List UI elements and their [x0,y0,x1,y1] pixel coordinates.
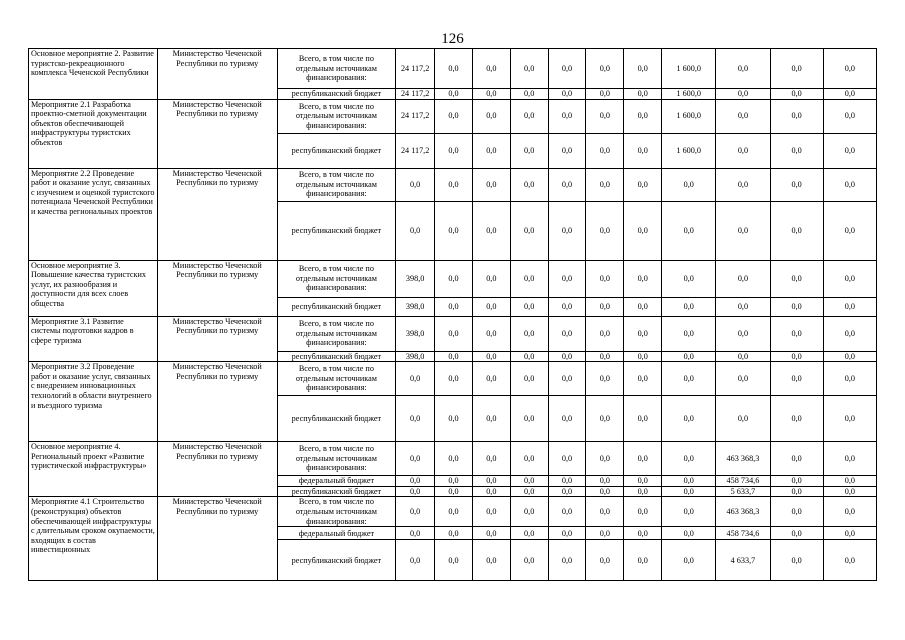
table-row [29,49,877,89]
amount-cell: 0,0 [662,351,716,362]
amount-cell: 0,0 [624,486,662,497]
executor: Министерство Чеченской Республики по туризму [157,260,277,316]
amount-cell: 0,0 [510,89,548,100]
amount-cell: 24 117,2 [396,99,435,133]
amount-cell: 0,0 [823,316,876,351]
amount-cell: 0,0 [435,497,473,527]
amount-cell: 0,0 [548,99,586,133]
amount-cell: 0,0 [770,297,823,316]
amount-cell: 398,0 [396,297,435,316]
amount-cell: 1 600,0 [662,49,716,89]
amount-cell: 0,0 [662,476,716,487]
amount-cell: 458 734,6 [716,527,770,540]
funding-source: Всего, в том числе по отдельным источникам финансирования: [277,497,396,527]
amount-cell: 0,0 [823,442,876,476]
amount-cell: 0,0 [510,297,548,316]
amount-cell: 0,0 [510,351,548,362]
amount-cell: 5 633,7 [716,486,770,497]
amount-cell: 398,0 [396,260,435,297]
amount-cell: 0,0 [472,351,510,362]
amount-cell: 0,0 [823,396,876,442]
amount-cell: 0,0 [472,527,510,540]
amount-cell: 0,0 [472,316,510,351]
amount-cell: 0,0 [548,260,586,297]
amount-cell: 0,0 [396,540,435,581]
amount-cell: 0,0 [586,168,624,201]
amount-cell: 0,0 [435,540,473,581]
amount-cell: 0,0 [716,133,770,168]
amount-cell: 0,0 [624,351,662,362]
amount-cell: 0,0 [510,133,548,168]
amount-cell: 0,0 [435,486,473,497]
amount-cell: 0,0 [624,89,662,100]
activity-name: Мероприятие 3.2 Проведение работ и оказание услуг, связанных с внедрением инновационных технологий в области внутреннего и въездного туризма [29,362,158,442]
executor: Министерство Чеченской Республики по туризму [157,99,277,168]
amount-cell: 0,0 [823,201,876,260]
amount-cell: 0,0 [716,201,770,260]
amount-cell: 0,0 [770,486,823,497]
amount-cell: 0,0 [586,49,624,89]
amount-cell: 0,0 [770,396,823,442]
amount-cell: 0,0 [662,362,716,396]
amount-cell: 0,0 [770,442,823,476]
table-row [29,99,877,133]
table-body [29,49,877,581]
amount-cell: 1 600,0 [662,133,716,168]
amount-cell: 0,0 [435,527,473,540]
funding-source: Всего, в том числе по отдельным источникам финансирования: [277,49,396,89]
amount-cell: 0,0 [662,201,716,260]
amount-cell: 4 633,7 [716,540,770,581]
funding-source: республиканский бюджет [277,133,396,168]
amount-cell: 463 368,3 [716,442,770,476]
amount-cell: 24 117,2 [396,49,435,89]
amount-cell: 0,0 [770,476,823,487]
activity-name: Мероприятие 2.1 Разработка проектно-сметной документации объектов обеспечивающей инфраструктуры туристских объектов [29,99,158,168]
amount-cell: 0,0 [823,133,876,168]
amount-cell: 0,0 [662,527,716,540]
amount-cell: 0,0 [435,316,473,351]
amount-cell: 0,0 [472,396,510,442]
amount-cell: 0,0 [823,362,876,396]
amount-cell: 398,0 [396,351,435,362]
amount-cell: 0,0 [548,540,586,581]
funding-source: республиканский бюджет [277,297,396,316]
amount-cell: 0,0 [624,476,662,487]
amount-cell: 0,0 [770,362,823,396]
funding-source: Всего, в том числе по отдельным источникам финансирования: [277,260,396,297]
amount-cell: 0,0 [510,49,548,89]
amount-cell: 0,0 [435,297,473,316]
amount-cell: 0,0 [548,396,586,442]
amount-cell: 0,0 [823,99,876,133]
amount-cell: 0,0 [716,316,770,351]
amount-cell: 0,0 [586,297,624,316]
funding-source: республиканский бюджет [277,396,396,442]
amount-cell: 0,0 [823,260,876,297]
funding-source: федеральный бюджет [277,476,396,487]
amount-cell: 0,0 [396,168,435,201]
amount-cell: 0,0 [510,362,548,396]
amount-cell: 0,0 [510,201,548,260]
amount-cell: 0,0 [624,133,662,168]
funding-source: республиканский бюджет [277,89,396,100]
amount-cell: 0,0 [435,168,473,201]
amount-cell: 1 600,0 [662,89,716,100]
amount-cell: 0,0 [472,297,510,316]
amount-cell: 0,0 [396,476,435,487]
amount-cell: 0,0 [548,133,586,168]
amount-cell: 0,0 [662,168,716,201]
table-row [29,362,877,396]
amount-cell: 0,0 [823,49,876,89]
amount-cell: 0,0 [435,396,473,442]
amount-cell: 0,0 [823,476,876,487]
amount-cell: 0,0 [435,89,473,100]
amount-cell: 0,0 [472,168,510,201]
activity-name: Основное мероприятие 4. Региональный проект «Развитие туристической инфраструктуры» [29,442,158,497]
amount-cell: 0,0 [586,351,624,362]
amount-cell: 0,0 [435,201,473,260]
amount-cell: 0,0 [823,168,876,201]
amount-cell: 0,0 [823,497,876,527]
amount-cell: 0,0 [548,476,586,487]
amount-cell: 0,0 [548,362,586,396]
amount-cell: 0,0 [472,201,510,260]
amount-cell: 0,0 [624,168,662,201]
amount-cell: 0,0 [770,351,823,362]
amount-cell: 0,0 [823,540,876,581]
funding-source: Всего, в том числе по отдельным источникам финансирования: [277,168,396,201]
amount-cell: 0,0 [624,316,662,351]
amount-cell: 0,0 [624,396,662,442]
amount-cell: 0,0 [624,362,662,396]
table-row [29,260,877,297]
amount-cell: 0,0 [548,89,586,100]
funding-source: республиканский бюджет [277,351,396,362]
amount-cell: 0,0 [510,540,548,581]
amount-cell: 0,0 [770,168,823,201]
executor: Министерство Чеченской Республики по туризму [157,362,277,442]
table-row [29,168,877,201]
amount-cell: 0,0 [548,297,586,316]
amount-cell: 0,0 [472,260,510,297]
amount-cell: 0,0 [586,476,624,487]
amount-cell: 0,0 [662,442,716,476]
executor: Министерство Чеченской Республики по туризму [157,168,277,260]
amount-cell: 0,0 [662,486,716,497]
executor: Министерство Чеченской Республики по туризму [157,316,277,362]
amount-cell: 0,0 [770,540,823,581]
amount-cell: 0,0 [548,497,586,527]
amount-cell: 0,0 [586,362,624,396]
amount-cell: 0,0 [624,201,662,260]
amount-cell: 0,0 [770,49,823,89]
amount-cell: 0,0 [624,297,662,316]
amount-cell: 0,0 [548,351,586,362]
amount-cell: 0,0 [472,486,510,497]
amount-cell: 0,0 [624,497,662,527]
amount-cell: 0,0 [548,486,586,497]
amount-cell: 0,0 [435,476,473,487]
amount-cell: 0,0 [770,497,823,527]
amount-cell: 463 368,3 [716,497,770,527]
executor: Министерство Чеченской Республики по туризму [157,49,277,100]
executor: Министерство Чеченской Республики по туризму [157,442,277,497]
amount-cell: 0,0 [548,49,586,89]
amount-cell: 0,0 [716,168,770,201]
amount-cell: 0,0 [510,260,548,297]
amount-cell: 0,0 [823,297,876,316]
amount-cell: 0,0 [396,486,435,497]
activity-name: Мероприятие 3.1 Развитие системы подготовки кадров в сфере туризма [29,316,158,362]
amount-cell: 0,0 [716,99,770,133]
amount-cell: 0,0 [510,99,548,133]
amount-cell: 0,0 [472,89,510,100]
amount-cell: 0,0 [770,133,823,168]
funding-source: республиканский бюджет [277,486,396,497]
amount-cell: 398,0 [396,316,435,351]
page-number: 126 [441,31,464,47]
amount-cell: 0,0 [472,133,510,168]
amount-cell: 0,0 [396,201,435,260]
amount-cell: 0,0 [662,540,716,581]
amount-cell: 0,0 [586,89,624,100]
amount-cell: 0,0 [472,99,510,133]
amount-cell: 0,0 [548,442,586,476]
amount-cell: 0,0 [435,351,473,362]
amount-cell: 0,0 [586,497,624,527]
amount-cell: 0,0 [770,201,823,260]
amount-cell: 0,0 [586,99,624,133]
amount-cell: 0,0 [770,316,823,351]
amount-cell: 0,0 [716,260,770,297]
amount-cell: 0,0 [823,351,876,362]
amount-cell: 0,0 [548,168,586,201]
amount-cell: 0,0 [435,260,473,297]
amount-cell: 0,0 [548,527,586,540]
amount-cell: 0,0 [662,297,716,316]
amount-cell: 0,0 [472,49,510,89]
amount-cell: 0,0 [716,49,770,89]
amount-cell: 0,0 [624,260,662,297]
amount-cell: 0,0 [662,497,716,527]
funding-source: республиканский бюджет [277,540,396,581]
amount-cell: 0,0 [510,396,548,442]
amount-cell: 0,0 [586,260,624,297]
amount-cell: 0,0 [823,89,876,100]
amount-cell: 458 734,6 [716,476,770,487]
amount-cell: 0,0 [548,316,586,351]
amount-cell: 0,0 [472,540,510,581]
amount-cell: 1 600,0 [662,99,716,133]
amount-cell: 0,0 [662,316,716,351]
amount-cell: 0,0 [435,133,473,168]
amount-cell: 0,0 [510,476,548,487]
amount-cell: 0,0 [624,442,662,476]
amount-cell: 0,0 [624,527,662,540]
amount-cell: 0,0 [624,540,662,581]
amount-cell: 0,0 [716,297,770,316]
amount-cell: 0,0 [770,260,823,297]
amount-cell: 0,0 [662,396,716,442]
funding-source: Всего, в том числе по отдельным источникам финансирования: [277,442,396,476]
amount-cell: 0,0 [435,442,473,476]
amount-cell: 0,0 [548,201,586,260]
amount-cell: 0,0 [586,316,624,351]
amount-cell: 0,0 [510,527,548,540]
amount-cell: 0,0 [396,362,435,396]
amount-cell: 0,0 [586,442,624,476]
amount-cell: 0,0 [823,527,876,540]
amount-cell: 0,0 [396,442,435,476]
activity-name: Основное мероприятие 2. Развитие туристско-рекреационного комплекса Чеченской Республики [29,49,158,100]
amount-cell: 0,0 [396,396,435,442]
budget-table [28,48,877,581]
amount-cell: 0,0 [510,316,548,351]
activity-name: Мероприятие 2.2 Проведение работ и оказание услуг, связанных с изучением и оценкой туристского потенциала Чеченской Республики и качества региональных проектов [29,168,158,260]
amount-cell: 0,0 [662,260,716,297]
table-row [29,497,877,527]
amount-cell: 0,0 [624,49,662,89]
amount-cell: 0,0 [823,486,876,497]
executor: Министерство Чеченской Республики по туризму [157,497,277,581]
amount-cell: 0,0 [472,497,510,527]
amount-cell: 0,0 [472,476,510,487]
table-row [29,316,877,351]
funding-source: Всего, в том числе по отдельным источникам финансирования: [277,99,396,133]
amount-cell: 0,0 [586,133,624,168]
amount-cell: 0,0 [716,89,770,100]
amount-cell: 0,0 [770,527,823,540]
amount-cell: 0,0 [472,442,510,476]
amount-cell: 0,0 [716,396,770,442]
funding-source: федеральный бюджет [277,527,396,540]
amount-cell: 0,0 [510,442,548,476]
amount-cell: 0,0 [396,527,435,540]
amount-cell: 0,0 [586,527,624,540]
amount-cell: 0,0 [435,362,473,396]
amount-cell: 0,0 [624,99,662,133]
amount-cell: 0,0 [770,89,823,100]
amount-cell: 0,0 [510,168,548,201]
amount-cell: 0,0 [396,497,435,527]
table-row [29,442,877,476]
funding-source: Всего, в том числе по отдельным источникам финансирования: [277,316,396,351]
amount-cell: 0,0 [716,362,770,396]
amount-cell: 0,0 [716,351,770,362]
amount-cell: 24 117,2 [396,89,435,100]
amount-cell: 0,0 [435,99,473,133]
amount-cell: 0,0 [586,540,624,581]
amount-cell: 0,0 [770,99,823,133]
activity-name: Мероприятие 4.1 Строительство (реконструкция) объектов обеспечивающей инфраструктуры с длительным сроком окупаемости, входящих в состав инвестиционных [29,497,158,581]
amount-cell: 0,0 [586,201,624,260]
funding-source: Всего, в том числе по отдельным источникам финансирования: [277,362,396,396]
funding-source: республиканский бюджет [277,201,396,260]
amount-cell: 0,0 [472,362,510,396]
amount-cell: 0,0 [586,486,624,497]
amount-cell: 0,0 [510,486,548,497]
amount-cell: 0,0 [586,396,624,442]
amount-cell: 24 117,2 [396,133,435,168]
amount-cell: 0,0 [435,49,473,89]
activity-name: Основное мероприятие 3. Повышение качества туристских услуг, их разнообразия и доступности для всех слоев общества [29,260,158,316]
amount-cell: 0,0 [510,497,548,527]
